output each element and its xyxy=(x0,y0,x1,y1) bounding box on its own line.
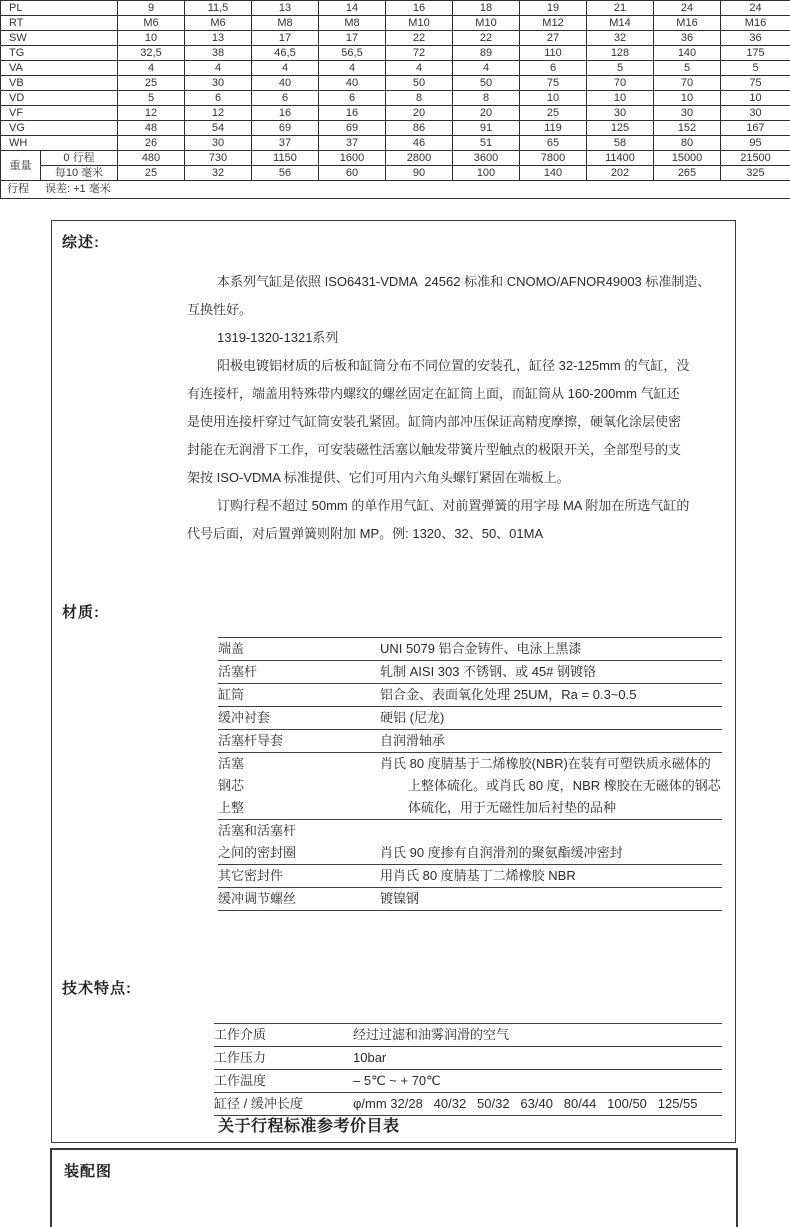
tech-label-line: 工作介质 xyxy=(214,1027,267,1042)
spec-cell: 70 xyxy=(587,76,654,91)
spec-cell: 4 xyxy=(252,61,319,76)
spec-cell: 5 xyxy=(654,61,721,76)
spec-cell: 26 xyxy=(118,136,185,151)
spec-cell: 25 xyxy=(118,166,185,181)
materials-value-line: UNI 5079 铝合金铸件、电泳上黑漆 xyxy=(380,641,582,656)
spec-cell: 15000 xyxy=(654,151,721,166)
spec-cell: 12 xyxy=(185,106,252,121)
spec-cell: 11,5 xyxy=(185,1,252,16)
materials-label xyxy=(218,865,380,887)
assembly-heading: 装配图 xyxy=(64,1163,113,1180)
spec-cell: 10 xyxy=(654,91,721,106)
spec-cell: 202 xyxy=(587,166,654,181)
spec-cell: 8 xyxy=(386,91,453,106)
spec-cell: 19 xyxy=(520,1,587,16)
spec-cell: 69 xyxy=(252,121,319,136)
materials-label-line: 活塞杆 xyxy=(218,664,258,679)
spec-cell: 21500 xyxy=(721,151,790,166)
materials-value xyxy=(380,638,722,660)
spec-cell: 325 xyxy=(721,166,790,181)
tech-value xyxy=(353,1070,722,1092)
spec-cell: M8 xyxy=(252,16,319,31)
spec-cell: 86 xyxy=(386,121,453,136)
spec-cell: 9 xyxy=(118,1,185,16)
spec-stroke-row xyxy=(1,181,790,199)
spec-cell: M6 xyxy=(185,16,252,31)
spec-cell: 10 xyxy=(118,31,185,46)
tech-label xyxy=(214,1047,353,1069)
spec-cell: 22 xyxy=(453,31,520,46)
materials-row xyxy=(218,729,722,752)
assembly-section xyxy=(50,1148,738,1227)
spec-weight-row xyxy=(1,166,790,181)
materials-label-line: 缓冲衬套 xyxy=(218,710,271,725)
tech-label-line: 工作压力 xyxy=(214,1050,267,1065)
spec-cell: 80 xyxy=(654,136,721,151)
spec-cell: 110 xyxy=(520,46,587,61)
spec-cell: 25 xyxy=(118,76,185,91)
spec-cell: 2800 xyxy=(386,151,453,166)
spec-cell: 5 xyxy=(721,61,790,76)
materials-row xyxy=(218,637,722,660)
spec-cell: 75 xyxy=(721,76,790,91)
spec-cell: 14 xyxy=(319,1,386,16)
spec-cell: 95 xyxy=(721,136,790,151)
spec-cell: 3600 xyxy=(453,151,520,166)
spec-cell: 48 xyxy=(118,121,185,136)
materials-value xyxy=(380,865,722,887)
materials-row xyxy=(218,887,722,911)
spec-cell: 1600 xyxy=(319,151,386,166)
spec-weight-sublabel: 每10 毫米 xyxy=(41,166,118,181)
price-note: 关于行程标准参考价目表 xyxy=(218,1118,400,1135)
materials-value-line: 硬铝 (尼龙) xyxy=(380,710,445,725)
spec-row-label: PL xyxy=(1,1,118,16)
tech-value xyxy=(353,1047,722,1069)
spec-cell: 4 xyxy=(319,61,386,76)
spec-cell: 51 xyxy=(453,136,520,151)
spec-cell: 38 xyxy=(185,46,252,61)
spec-cell: 17 xyxy=(319,31,386,46)
tech-label xyxy=(214,1093,353,1115)
materials-value-line: 体硫化，用于无磁性加后衬垫的品种 xyxy=(408,800,617,815)
materials-label xyxy=(218,707,380,729)
spec-row xyxy=(1,121,790,136)
spec-cell: 50 xyxy=(386,76,453,91)
materials-label xyxy=(218,730,380,752)
spec-cell: 13 xyxy=(185,31,252,46)
overview-line: 有连接杆，端盖用特殊带内螺纹的螺丝固定在缸筒上面，而缸筒从 160-200mm 气缸还 xyxy=(187,386,680,401)
spec-cell: 40 xyxy=(252,76,319,91)
materials-row xyxy=(218,752,722,819)
spec-cell: 32 xyxy=(185,166,252,181)
materials-label xyxy=(218,638,380,660)
spec-cell: 27 xyxy=(520,31,587,46)
overview-line: 订购行程不超过 50mm 的单作用气缸、对前置弹簧的用字母 MA 附加在所选气缸的 xyxy=(217,498,690,513)
spec-cell: M16 xyxy=(654,16,721,31)
spec-cell: 10 xyxy=(520,91,587,106)
materials-label-line: 缸筒 xyxy=(218,687,245,702)
spec-row xyxy=(1,76,790,91)
materials-row xyxy=(218,864,722,887)
tech-row xyxy=(214,1023,722,1046)
spec-cell: 16 xyxy=(252,106,319,121)
materials-label xyxy=(218,888,380,910)
overview-line: 封能在无润滑下工作，可安装磁性活塞以触发带簧片型触点的极限开关，全部型号的支 xyxy=(187,442,682,457)
spec-cell: 25 xyxy=(520,106,587,121)
tech-row xyxy=(214,1069,722,1092)
spec-cell: 30 xyxy=(721,106,790,121)
materials-value-line: 镀镍钢 xyxy=(380,891,420,906)
spec-cell: 75 xyxy=(520,76,587,91)
materials-label-line: 活塞 xyxy=(218,756,245,771)
materials-value-line: 上整体硫化。或肖氏 80 度，NBR 橡胶在无磁体的钢芯 xyxy=(408,778,721,793)
spec-row-label: RT xyxy=(1,16,118,31)
spec-stroke-label: 行程 xyxy=(7,183,29,195)
spec-row-label: WH xyxy=(1,136,118,151)
materials-value xyxy=(380,661,722,683)
spec-cell: 4 xyxy=(185,61,252,76)
spec-cell: M14 xyxy=(587,16,654,31)
overview-line: 架按 ISO-VDMA 标准提供、它们可用内六角头螺钉紧固在端板上。 xyxy=(187,470,570,485)
spec-cell: 18 xyxy=(453,1,520,16)
materials-label xyxy=(218,661,380,683)
spec-cell: 46 xyxy=(386,136,453,151)
spec-row xyxy=(1,91,790,106)
spec-cell: 8 xyxy=(453,91,520,106)
materials-label-line: 端盖 xyxy=(218,641,245,656)
spec-table xyxy=(0,0,790,199)
spec-row-label: VF xyxy=(1,106,118,121)
overview-line: 1319-1320-1321系列 xyxy=(217,330,339,345)
materials-value xyxy=(380,730,722,752)
spec-weight-label: 重量 xyxy=(1,151,41,181)
spec-cell: 6 xyxy=(252,91,319,106)
overview-paragraphs xyxy=(187,268,732,548)
spec-cell: 32,5 xyxy=(118,46,185,61)
tech-table xyxy=(214,1023,722,1116)
spec-cell: 72 xyxy=(386,46,453,61)
spec-cell: 4 xyxy=(118,61,185,76)
materials-label xyxy=(218,684,380,706)
materials-label xyxy=(218,753,380,819)
spec-cell: 30 xyxy=(185,76,252,91)
spec-cell: 125 xyxy=(587,121,654,136)
materials-label-line: 活塞和活塞杆 xyxy=(218,823,297,838)
tech-label xyxy=(214,1024,353,1046)
spec-cell: 1150 xyxy=(252,151,319,166)
spec-cell: 91 xyxy=(453,121,520,136)
spec-cell: 24 xyxy=(721,1,790,16)
spec-cell: 11400 xyxy=(587,151,654,166)
tech-heading: 技术特点: xyxy=(62,980,132,997)
spec-cell: 10 xyxy=(587,91,654,106)
spec-stroke-cell xyxy=(1,181,790,199)
spec-stroke-value: 误差: +1 毫米 xyxy=(45,183,111,195)
spec-row-label: VA xyxy=(1,61,118,76)
materials-heading: 材质: xyxy=(62,604,100,621)
spec-row-label: VG xyxy=(1,121,118,136)
spec-cell: 730 xyxy=(185,151,252,166)
spec-cell: 50 xyxy=(453,76,520,91)
spec-cell: 128 xyxy=(587,46,654,61)
spec-cell: 152 xyxy=(654,121,721,136)
spec-row xyxy=(1,61,790,76)
spec-cell: 12 xyxy=(118,106,185,121)
materials-row xyxy=(218,660,722,683)
spec-row-label: TG xyxy=(1,46,118,61)
spec-cell: 6 xyxy=(520,61,587,76)
materials-label-line: 缓冲调节螺丝 xyxy=(218,891,297,906)
overview-heading: 综述: xyxy=(62,234,100,251)
materials-row xyxy=(218,706,722,729)
spec-row xyxy=(1,136,790,151)
spec-cell: 32 xyxy=(587,31,654,46)
spec-cell: 24 xyxy=(654,1,721,16)
spec-weight-row xyxy=(1,151,790,166)
spec-cell: 89 xyxy=(453,46,520,61)
spec-cell: 20 xyxy=(453,106,520,121)
spec-cell: 37 xyxy=(252,136,319,151)
overview-line: 代号后面，对后置弹簧则附加 MP。例: 1320、32、50、01MA xyxy=(187,526,544,541)
spec-cell: 69 xyxy=(319,121,386,136)
spec-cell: M10 xyxy=(386,16,453,31)
tech-label xyxy=(214,1070,353,1092)
materials-value-line: 肖氏 90 度掺有自润滑剂的聚氨酯缓冲密封 xyxy=(380,845,623,860)
spec-cell: 140 xyxy=(520,166,587,181)
spec-cell: M8 xyxy=(319,16,386,31)
spec-row-label: VD xyxy=(1,91,118,106)
spec-cell: 4 xyxy=(453,61,520,76)
spec-cell: 65 xyxy=(520,136,587,151)
spec-cell: 10 xyxy=(721,91,790,106)
materials-value-line: 轧制 AISI 303 不锈钢、或 45# 钢镀铬 xyxy=(380,664,597,679)
tech-value-line: 10bar xyxy=(353,1050,387,1065)
materials-label-line: 其它密封件 xyxy=(218,868,284,883)
materials-value xyxy=(380,753,722,819)
spec-cell: 167 xyxy=(721,121,790,136)
spec-cell: M10 xyxy=(453,16,520,31)
spec-row xyxy=(1,31,790,46)
spec-weight-sublabel: 0 行程 xyxy=(41,151,118,166)
materials-value xyxy=(380,820,722,864)
spec-cell: 36 xyxy=(654,31,721,46)
materials-label-line: 之间的密封圈 xyxy=(218,845,297,860)
materials-value xyxy=(380,707,722,729)
spec-cell: 7800 xyxy=(520,151,587,166)
tech-row xyxy=(214,1046,722,1069)
spec-row-label: SW xyxy=(1,31,118,46)
tech-value xyxy=(353,1093,722,1115)
spec-row xyxy=(1,1,790,16)
spec-row-label: VB xyxy=(1,76,118,91)
spec-cell: 60 xyxy=(319,166,386,181)
spec-cell: 22 xyxy=(386,31,453,46)
spec-row xyxy=(1,106,790,121)
tech-value-line: φ/mm 32/28 40/32 50/32 63/40 80/44 100/50 125/55 xyxy=(353,1096,698,1111)
spec-cell: M12 xyxy=(520,16,587,31)
spec-cell: 13 xyxy=(252,1,319,16)
spec-cell: 56,5 xyxy=(319,46,386,61)
materials-row xyxy=(218,683,722,706)
spec-cell: 58 xyxy=(587,136,654,151)
materials-value-line: 用肖氏 80 度腈基丁二烯橡胶 NBR xyxy=(380,868,576,883)
materials-value xyxy=(380,888,722,910)
spec-cell: 4 xyxy=(386,61,453,76)
spec-cell: 6 xyxy=(319,91,386,106)
spec-cell: 17 xyxy=(252,31,319,46)
spec-cell: 20 xyxy=(386,106,453,121)
spec-cell: 119 xyxy=(520,121,587,136)
spec-cell: 56 xyxy=(252,166,319,181)
spec-cell: 46,5 xyxy=(252,46,319,61)
spec-cell: 90 xyxy=(386,166,453,181)
materials-value xyxy=(380,684,722,706)
tech-value-line: 经过过滤和油雾润滑的空气 xyxy=(353,1027,510,1042)
overview-line: 是使用连接杆穿过气缸筒安装孔紧固。缸筒内部冲压保证高精度摩擦，硬氧化涂层使密 xyxy=(187,414,682,429)
overview-line: 本系列气缸是依照 ISO6431-VDMA 24562 标准和 CNOMO/AFNOR49003 标准制造、 xyxy=(217,274,711,289)
spec-cell: 140 xyxy=(654,46,721,61)
spec-cell: 30 xyxy=(185,136,252,151)
tech-label-line: 缸径 / 缓冲长度 xyxy=(214,1096,303,1111)
tech-value-line: – 5℃ ~ + 70℃ xyxy=(353,1073,441,1088)
spec-row xyxy=(1,16,790,31)
spec-cell: 480 xyxy=(118,151,185,166)
materials-label-line: 上整 xyxy=(218,800,245,815)
spec-cell: 36 xyxy=(721,31,790,46)
spec-cell: M16 xyxy=(721,16,790,31)
materials-value-line xyxy=(380,820,722,842)
spec-cell: 21 xyxy=(587,1,654,16)
materials-value-line: 铝合金、表面氧化处理 25UM，Ra = 0.3~0.5 xyxy=(380,687,637,702)
spec-cell: 6 xyxy=(185,91,252,106)
spec-cell: 16 xyxy=(319,106,386,121)
materials-table xyxy=(218,637,722,911)
spec-cell: 54 xyxy=(185,121,252,136)
overview-line: 互换性好。 xyxy=(187,302,253,317)
tech-label-line: 工作温度 xyxy=(214,1073,267,1088)
spec-cell: 30 xyxy=(654,106,721,121)
spec-cell: 16 xyxy=(386,1,453,16)
materials-label-line: 钢芯 xyxy=(218,778,245,793)
materials-row xyxy=(218,819,722,864)
spec-row xyxy=(1,46,790,61)
spec-cell: 100 xyxy=(453,166,520,181)
spec-cell: 70 xyxy=(654,76,721,91)
materials-value-line: 肖氏 80 度腈基于二烯橡胶(NBR)在装有可塑铁质永磁体的 xyxy=(380,756,711,771)
spec-cell: M6 xyxy=(118,16,185,31)
spec-cell: 265 xyxy=(654,166,721,181)
materials-label-line: 活塞杆导套 xyxy=(218,733,284,748)
spec-cell: 175 xyxy=(721,46,790,61)
materials-value-line: 自润滑轴承 xyxy=(380,733,446,748)
spec-cell: 37 xyxy=(319,136,386,151)
spec-cell: 40 xyxy=(319,76,386,91)
tech-value xyxy=(353,1024,722,1046)
spec-cell: 5 xyxy=(118,91,185,106)
spec-cell: 30 xyxy=(587,106,654,121)
overview-line: 阳极电镀铝材质的后板和缸筒分布不同位置的安装孔，缸径 32-125mm 的气缸，没 xyxy=(217,358,690,373)
materials-label xyxy=(218,820,380,864)
spec-cell: 5 xyxy=(587,61,654,76)
